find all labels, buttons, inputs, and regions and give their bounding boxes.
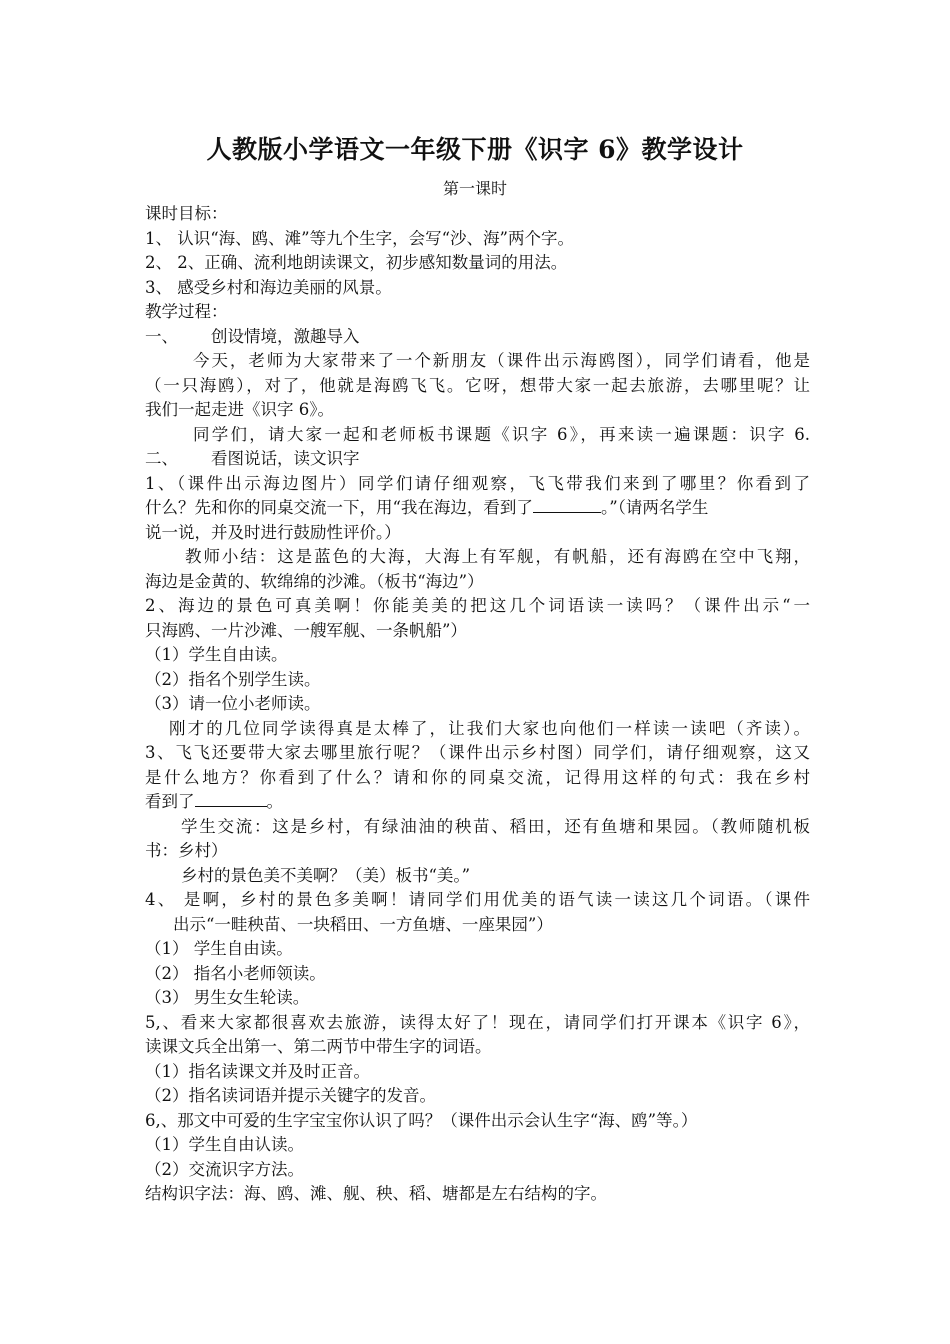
paragraph-line: 说一说，并及时进行鼓励性评价。） xyxy=(145,522,401,542)
paragraph-line: 乡村的景色美不美啊？（美）板书“美。” xyxy=(181,865,471,885)
paragraph-line: 1、（课件出示海边图片）同学们请仔细观察，飞飞带我们来到了哪里？你看到了 xyxy=(145,473,810,493)
section-title: 创设情境，激趣导入 xyxy=(211,326,360,346)
paragraph-line: 5,、看来大家都很喜欢去旅游，读得太好了！现在，请同学们打开课本《识字 6》， xyxy=(145,1012,810,1032)
paragraph-line: 3、飞飞还要带大家去哪里旅行呢？（课件出示乡村图）同学们，请仔细观察，这又 xyxy=(145,743,810,762)
line-text: 。”（请两名学生 xyxy=(600,498,709,517)
list-item: （2）指名个别学生读。 xyxy=(145,669,321,689)
lesson-subtitle: 第一课时 xyxy=(442,179,507,198)
goal-item: 2、 2、正确、流利地朗读课文，初步感知数量词的用法。 xyxy=(145,253,568,272)
line-text: 。 xyxy=(266,792,283,811)
paragraph-line: 4、 是啊，乡村的景色多美啊！请同学们用优美的语气读一读这几个词语。（课件 xyxy=(145,890,810,909)
list-item: （2）指名读词语并提示关键字的发音。 xyxy=(145,1086,436,1105)
section-heading xyxy=(145,325,810,350)
document-title: 人教版小学语文一年级下册《识字 6》教学设计 xyxy=(206,135,744,164)
paragraph-line xyxy=(145,790,810,815)
paragraph-line: 教师小结：这是蓝色的大海，大海上有军舰，有帆船，还有海鸥在空中飞翔， xyxy=(185,547,810,566)
section-number: 一、 xyxy=(145,326,178,346)
paragraph-line: 结构识字法：海、鸥、滩、舰、秧、稻、塘都是左右结构的字。 xyxy=(145,1184,607,1203)
paragraph-line: 刚才的几位同学读得真是太棒了，让我们大家也向他们一样读一读吧（齐读）。 xyxy=(169,718,810,738)
goal-item: 3、 感受乡村和海边美丽的风景。 xyxy=(145,277,392,297)
paragraph-line: 海边是金黄的、软绵绵的沙滩。（板书“海边”） xyxy=(145,571,484,591)
fill-in-blank xyxy=(195,806,267,807)
paragraph-line: 6,、那文中可爱的生字宝宝你认识了吗？（课件出示会认生字“海、鸥”等。） xyxy=(145,1110,698,1130)
paragraph-line: 学生交流：这是乡村，有绿油油的秧苗、稻田，还有鱼塘和果园。（教师随机板 xyxy=(181,816,810,836)
paragraph-line: 书：乡村） xyxy=(145,841,228,860)
paragraph-line xyxy=(145,496,810,521)
line-text: 什么？先和你的同桌交流一下，用“我在海边，看到了 xyxy=(145,498,533,517)
list-item: （1）学生自由认读。 xyxy=(145,1135,304,1154)
fill-in-blank xyxy=(533,512,601,513)
paragraph-line: 出示“一畦秧苗、一块稻田、一方鱼塘、一座果园”） xyxy=(173,914,553,934)
list-item: （1）学生自由读。 xyxy=(145,645,288,664)
list-item: （2）交流识字方法。 xyxy=(145,1159,304,1179)
goal-item: 1、 认识“海、鸥、滩”等九个生字，会写“沙、海”两个字。 xyxy=(145,228,574,248)
list-item: （2） 指名小老师领读。 xyxy=(145,963,326,983)
section-title: 看图说话，读文识字 xyxy=(211,449,360,468)
section-number: 二、 xyxy=(145,449,178,468)
paragraph-line: 今天，老师为大家带来了一个新朋友（课件出示海鸥图），同学们请看，他是 xyxy=(193,351,810,370)
list-item: （1） 学生自由读。 xyxy=(145,939,293,958)
section-heading xyxy=(145,447,810,472)
paragraph-line: 读课文兵全出第一、第二两节中带生字的词语。 xyxy=(145,1037,492,1056)
paragraph-line: 只海鸥、一片沙滩、一艘军舰、一条帆船”） xyxy=(145,620,467,640)
paragraph-line: （一只海鸥），对了，他就是海鸥飞飞。它呀，想带大家一起去旅游，去哪里呢？让 xyxy=(145,375,810,395)
process-heading: 教学过程： xyxy=(145,302,228,321)
goals-heading: 课时目标： xyxy=(145,204,228,223)
list-item: （1）指名读课文并及时正音。 xyxy=(145,1061,370,1081)
paragraph-line: 是什么地方？你看到了什么？请和你的同桌交流，记得用这样的句式：我在乡村 xyxy=(145,767,810,787)
paragraph-line: 2、海边的景色可真美啊！你能美美的把这几个词语读一读吗？（课件出示“一 xyxy=(145,596,810,615)
list-item: （3） 男生女生轮读。 xyxy=(145,988,310,1007)
list-item: （3）请一位小老师读。 xyxy=(145,694,321,713)
paragraph-line: 同学们，请大家一起和老师板书课题《识字 6》，再来读一遍课题：识字 6. xyxy=(193,424,810,444)
line-text: 看到了 xyxy=(145,792,195,811)
paragraph-line: 我们一起走进《识字 6》。 xyxy=(145,400,334,419)
document-body xyxy=(145,202,810,1207)
